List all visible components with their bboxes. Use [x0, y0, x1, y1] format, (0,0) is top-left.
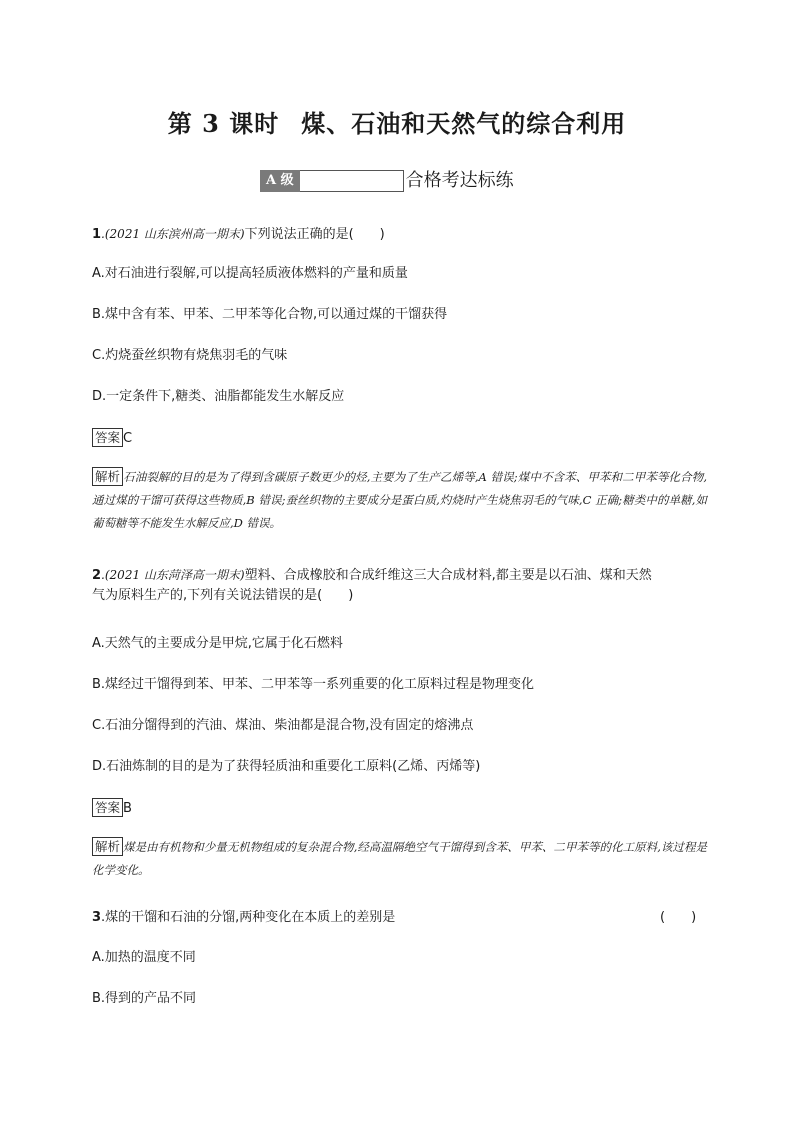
explanation-label-box: 解析	[92, 467, 123, 486]
explanation-label-box: 解析	[92, 837, 123, 856]
question-3-stem: 3.煤的干馏和石油的分馏,两种变化在本质上的差别是	[92, 910, 396, 925]
question-source: .(2021 山东菏泽高一期末)	[101, 568, 245, 582]
q2-option-b: B.煤经过干馏得到苯、甲苯、二甲苯等一系列重要的化工原料过程是物理变化	[92, 677, 535, 692]
level-tag: A 级	[260, 170, 300, 192]
q1-option-b: B.煤中含有苯、甲苯、二甲苯等化合物,可以通过煤的干馏获得	[92, 307, 448, 322]
question-1-stem: 1.(2021 山东滨州高一期末)下列说法正确的是( )	[92, 227, 385, 242]
q2-option-c: C.石油分馏得到的汽油、煤油、柴油都是混合物,没有固定的熔沸点	[92, 718, 474, 733]
lesson-number: 第 3 课时	[167, 109, 280, 138]
q1-option-d: D.一定条件下,糖类、油脂都能发生水解反应	[92, 389, 345, 404]
q1-explanation: 解析 石油裂解的目的是为了得到含碳原子数更少的烃,主要为了生产乙烯等,A 错误;煤中不含苯、甲苯和二甲苯等化合物,通过煤的干馏可获得这些物质,B 错误;蚕丝织物的主要成分是蛋白质,灼烧时产生烧焦羽毛的气味,C 正确;糖类中的单糖,如葡萄糖等不能发生水解反应,D 错误。	[92, 469, 707, 530]
answer-label-box: 答案	[92, 798, 123, 817]
level-banner	[260, 166, 514, 192]
question-2-stem: 2.(2021 山东菏泽高一期末)塑料、合成橡胶和合成纤维这三大合成材料,都主要是以石油、煤和天然 气为原料生产的,下列有关说法错误的是( )	[92, 568, 652, 603]
level-blank-box	[300, 170, 404, 192]
q3-answer-paren: ( )	[660, 910, 697, 925]
question-source: .(2021 山东滨州高一期末)	[101, 227, 245, 241]
q2-option-a: A.天然气的主要成分是甲烷,它属于化石燃料	[92, 636, 343, 651]
answer-label-box: 答案	[92, 428, 123, 447]
q2-option-d: D.石油炼制的目的是为了获得轻质油和重要化工原料(乙烯、丙烯等)	[92, 759, 481, 774]
q2-answer	[92, 798, 132, 819]
q1-option-c: C.灼烧蚕丝织物有烧焦羽毛的气味	[92, 348, 288, 363]
answer-value: B	[123, 801, 132, 816]
level-title: 合格考达标练	[405, 170, 514, 191]
q1-option-a: A.对石油进行裂解,可以提高轻质液体燃料的产量和质量	[92, 266, 408, 281]
lesson-topic: 煤、石油和天然气的综合利用	[301, 109, 627, 138]
page-title	[0, 104, 794, 139]
q2-explanation: 解析 煤是由有机物和少量无机物组成的复杂混合物,经高温隔绝空气干馏得到含苯、甲苯、二甲苯等的化工原料,该过程是化学变化。	[92, 839, 707, 877]
q3-option-b: B.得到的产品不同	[92, 991, 197, 1006]
q3-option-a: A.加热的温度不同	[92, 950, 196, 965]
q1-answer	[92, 428, 132, 449]
answer-value: C	[123, 431, 133, 446]
